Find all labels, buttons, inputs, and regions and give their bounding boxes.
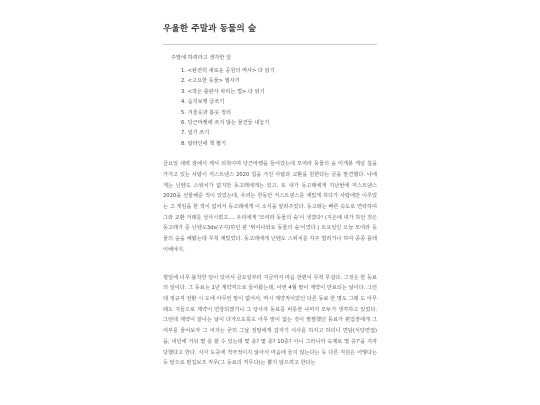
list-item: 2. <고요한 동물> 필사기 [181,78,240,85]
list-item: 1. <완전히 새로운 공원의 역사> 다 읽기 [181,68,275,74]
todo-list [163,66,378,149]
list-item: 4. 습지보행 글쓰기 [181,99,225,106]
todo-intro: 주말에 하려라고 생각한 일 [171,55,232,61]
page-title: 우울한 주말과 동물의 숲 [163,24,257,34]
list-item: 6. 당근마켓에 쓰지 않는 물건들 내놓기 [181,120,270,127]
list-item: 7. 일기 쓰기 [181,130,210,137]
title-divider [163,44,377,45]
paragraph: 평일에 너무 불착한 일이 있어서 금요일부터 지금까지 마음 한편이 무척 무겁다. 그것은 한 동료의 일이다. 그 동료는 1년 계약직으로 들어왔는데, 이번 4월 말이 계약이 만료되는 날이다. 그런데 정규직 전환 시 도에 아무런 말이 없어서, 역시 계약직이었던 다른 동료 한 명도 그래 도 아무래도 지들으로 계약이 연장되겠거니 그 당사자 동료를 비롯한 나머지 모두가 생각하고 있었다. 그런데 계약이 끝나는 날이 다가오도록도 아무 말이 없는 것이 찜찜했던 동료가 편집장에게 그 여부를 물어보자 그 여자는 굳히 그날 정말에게 갑자기 식사를 하자고 하더니 면담(식당면접)을, 내년에 거뒤 몇 층 할 수 있는데 몇 층? 몇 층? 10층? 아니 그러니까 숙제로 몇 층?'을 지자당했다고 한다. 식사 도중에 적극적이지 않아서 마음에 들지 않는다는 등 다른 직원은 어떻다는 등 앞으로 편집보조 직무(그 동료의 직무다)는 뽑지 않으려고 한다는 [163,274,377,367]
article [163,22,378,369]
list-item: 5. 겨울옷과 봄옷 정리 [181,109,231,116]
list-item: 3. <작은 출판사 차리는 법> 다 읽기 [181,88,265,95]
list-item: 8. 알라딘에 책 팔기 [181,140,226,147]
paragraph: 금요일 새벽 잠에서 깨서 뒤척이며 당근마켓을 들어갔는데 모여라 동물의 숲 미개봉 게임 칩을 가지고 있는 사람이 저스트댄스 2020 칩을 가진 사람과 교환을 원한다는 글을 발견했다. 나에게는 닌텐도 스위치가 없지만 동고래에게는 있고, 또 내가 동고래에게 지난번에 저스트댄스2020을 선물해준 적이 있었는데, 우리는 한동안 저스트댄스를 재밌게 하다가 사람에만 이루었는 고 게임을 한 적이 없어서 동고래에게 이 소식을 알려주었다. 동고래는 빠른 속도로 연락하여 그와 교환 거래를 성사시켰고.... 우리에게 '모여라 동물의 숲'이 생겼다! (지온에 내가 하던 것은 동고래가 준 닌텐도3ds(구지)하던 판 '튀어나와요 동물의 숲'이었다.) 토요일인 오늘 모여라 동물의 숲을 해봤는데 무척 재밌었다. 동고래에게 닌텐도 스위치를 자주 빌려거나 하여 종종 플레이해야지. [163,161,377,253]
